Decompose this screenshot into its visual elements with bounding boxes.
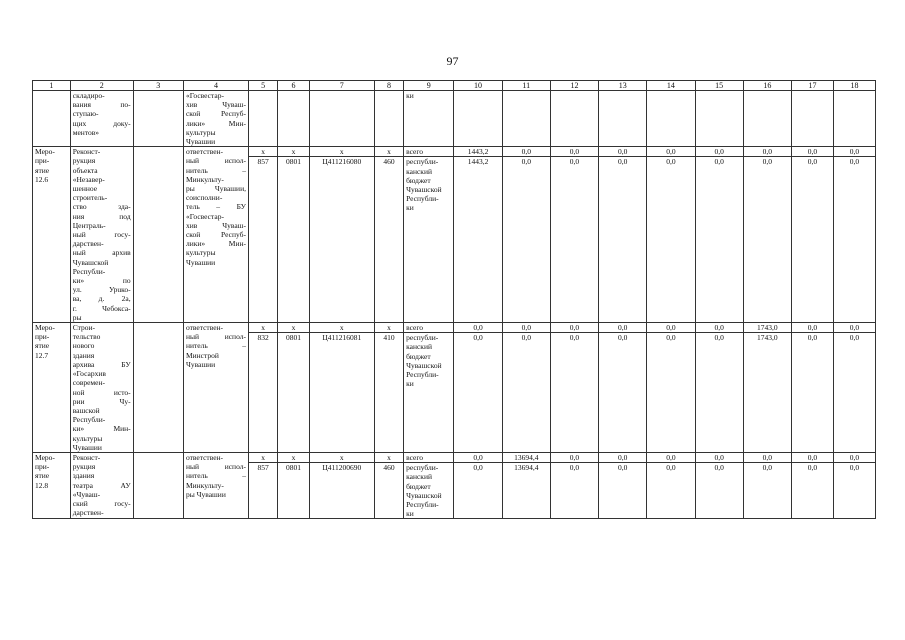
budget-value-10: 1443,2: [454, 157, 502, 323]
column-number-4: 4: [183, 81, 248, 91]
text-line: ки» Мин-: [72, 424, 131, 434]
measure-description: [70, 147, 133, 323]
column-number-2: 2: [70, 81, 133, 91]
text-line: ки: [406, 509, 414, 519]
text-line: ный испол-: [185, 156, 246, 166]
column-number-13: 13: [599, 81, 647, 91]
column-number-11: 11: [502, 81, 550, 91]
text-line: Реконст-: [72, 452, 101, 462]
text-line: Чувашии: [185, 257, 216, 267]
text-line: ки» по: [72, 276, 131, 286]
column-number-1: 1: [33, 81, 71, 91]
budget-value-11: 13694,4: [502, 463, 550, 519]
text-line: хив Чуваш-: [185, 100, 246, 110]
text-line: дарствен-: [72, 508, 104, 518]
column-number-17: 17: [791, 81, 833, 91]
text-line: Республи-: [406, 194, 439, 204]
measure-responsible: [183, 323, 248, 453]
text-line: Строи-: [72, 323, 96, 333]
budget-value-17: 0,0: [791, 333, 833, 453]
measure-description: [70, 323, 133, 453]
text-line: ры Чувашии: [185, 489, 226, 499]
total-value-11: 0,0: [502, 323, 550, 333]
text-line: Централь-: [72, 220, 106, 230]
text-line: театра АУ: [72, 480, 131, 490]
text-line: нитель –: [185, 341, 246, 351]
total-c5: x: [248, 323, 277, 333]
budget-value-15: 0,0: [695, 463, 743, 519]
text-line: Реконст-: [72, 147, 101, 157]
budget-value-10: 0,0: [454, 333, 502, 453]
text-line: республи-: [406, 333, 439, 343]
text-line: ский госу-: [72, 498, 131, 508]
column-number-14: 14: [647, 81, 695, 91]
column-number-row: [33, 81, 876, 91]
budget-value-10: 0,0: [454, 463, 502, 519]
budget-value-16: 0,0: [743, 463, 791, 519]
total-value-18: 0,0: [833, 323, 875, 333]
total-value-17: 0,0: [791, 147, 833, 157]
text-line: ятие: [35, 165, 50, 175]
budget-source: [404, 157, 454, 323]
text-line: ство зда-: [72, 202, 131, 212]
total-c6: x: [278, 323, 309, 333]
text-line: ной исто-: [72, 387, 131, 397]
text-line: «Госвестар-: [185, 211, 224, 221]
cont-col8: [374, 91, 403, 147]
text-line: ятие: [35, 471, 50, 481]
text-line: Республи-: [406, 499, 439, 509]
text-line: Чувашской: [406, 490, 442, 500]
measure-responsible: [183, 452, 248, 518]
budget-c6: 0801: [278, 463, 309, 519]
text-line: ный архив: [72, 248, 131, 258]
text-line: при-: [35, 332, 50, 342]
total-value-10: 1443,2: [454, 147, 502, 157]
text-line: при-: [35, 462, 50, 472]
text-line: соисполни-: [185, 193, 223, 203]
text-line: вашской: [72, 405, 100, 415]
measure-col3: [133, 452, 183, 518]
text-line: дарствен-: [72, 239, 104, 249]
budget-c8: 410: [374, 333, 403, 453]
text-line: бюджет: [406, 351, 431, 361]
column-number-18: 18: [833, 81, 875, 91]
text-line: рии Чу-: [72, 396, 131, 406]
total-value-16: 0,0: [743, 147, 791, 157]
budget-c7: Ц411200690: [309, 463, 374, 519]
cont-col3: [133, 91, 183, 147]
total-value-14: 0,0: [647, 452, 695, 462]
text-line: нитель –: [185, 471, 246, 481]
continuation-row: [33, 91, 876, 147]
text-line: здания: [72, 471, 95, 481]
text-line: хив Чуваш-: [185, 220, 246, 230]
total-source: всего: [404, 452, 454, 462]
text-line: Республи-: [72, 415, 106, 425]
total-c8: x: [374, 452, 403, 462]
text-line: вания по-: [72, 100, 131, 110]
text-line: культуры: [72, 433, 103, 443]
text-line: ния под: [72, 211, 131, 221]
text-line: Минстрой: [185, 350, 219, 360]
text-line: Чувашии: [185, 137, 216, 147]
budget-value-14: 0,0: [647, 333, 695, 453]
text-line: Меро-: [35, 452, 55, 462]
budget-value-12: 0,0: [550, 157, 598, 323]
budget-c5: 857: [248, 157, 277, 323]
column-number-9: 9: [404, 81, 454, 91]
total-value-11: 13694,4: [502, 452, 550, 462]
budget-c7: Ц411216080: [309, 157, 374, 323]
column-number-6: 6: [278, 81, 309, 91]
text-line: архива БУ: [72, 359, 131, 369]
budget-value-12: 0,0: [550, 463, 598, 519]
text-line: складиро-: [72, 91, 105, 100]
cont-col4: [183, 91, 248, 147]
text-line: ки: [406, 379, 414, 389]
column-number-16: 16: [743, 81, 791, 91]
text-line: «Чуваш-: [72, 489, 101, 499]
budget-source: [404, 463, 454, 519]
text-line: бюджет: [406, 175, 431, 185]
cont-col9: [404, 91, 454, 147]
text-line: «Госархив: [72, 369, 106, 379]
text-line: Республи-: [406, 370, 439, 380]
total-c8: x: [374, 147, 403, 157]
budget-c6: 0801: [278, 157, 309, 323]
text-line: ры Чувашии,: [185, 184, 246, 194]
total-value-13: 0,0: [599, 452, 647, 462]
cont-col5: [248, 91, 277, 147]
total-value-10: 0,0: [454, 323, 502, 333]
text-line: Минкульту-: [185, 174, 224, 184]
text-line: Чувашской: [406, 360, 442, 370]
text-line: Чувашии: [72, 442, 102, 452]
total-c8: x: [374, 323, 403, 333]
total-source: всего: [404, 323, 454, 333]
text-line: лики» Мин-: [185, 239, 246, 249]
text-line: культуры: [185, 248, 216, 258]
text-line: ятие: [35, 341, 50, 351]
budget-c7: Ц411216081: [309, 333, 374, 453]
text-line: ментов»: [72, 127, 100, 137]
measure-total-row: [33, 147, 876, 157]
column-number-5: 5: [248, 81, 277, 91]
text-line: ответствен-: [185, 452, 224, 462]
text-line: тельство: [72, 332, 101, 342]
budget-value-13: 0,0: [599, 157, 647, 323]
total-value-15: 0,0: [695, 147, 743, 157]
total-value-15: 0,0: [695, 452, 743, 462]
text-line: строитель-: [72, 193, 108, 203]
budget-value-15: 0,0: [695, 157, 743, 323]
text-line: ный испол-: [185, 332, 246, 342]
text-line: «Госвестар-: [185, 91, 224, 100]
budget-value-14: 0,0: [647, 463, 695, 519]
total-value-10: 0,0: [454, 452, 502, 462]
measure-name: [33, 452, 71, 518]
measure-name: [33, 147, 71, 323]
total-c5: x: [248, 452, 277, 462]
text-line: Республи-: [72, 266, 106, 276]
column-number-8: 8: [374, 81, 403, 91]
total-value-17: 0,0: [791, 452, 833, 462]
text-line: канский: [406, 342, 432, 352]
text-line: бюджет: [406, 481, 431, 491]
text-line: ской Респуб-: [185, 109, 246, 119]
total-source: всего: [404, 147, 454, 157]
text-line: ки: [406, 91, 414, 100]
budget-value-18: 0,0: [833, 333, 875, 453]
total-value-11: 0,0: [502, 147, 550, 157]
measure-description: [70, 452, 133, 518]
text-line: республи-: [406, 157, 439, 167]
text-line: 12.8: [35, 480, 49, 490]
measure-responsible: [183, 147, 248, 323]
total-value-15: 0,0: [695, 323, 743, 333]
total-value-12: 0,0: [550, 147, 598, 157]
total-value-14: 0,0: [647, 323, 695, 333]
total-c5: x: [248, 147, 277, 157]
budget-value-13: 0,0: [599, 463, 647, 519]
cont-col2: [70, 91, 133, 147]
text-line: культуры: [185, 127, 216, 137]
total-value-18: 0,0: [833, 452, 875, 462]
measure-col3: [133, 147, 183, 323]
text-line: «Незавер-: [72, 174, 105, 184]
budget-c5: 832: [248, 333, 277, 453]
budget-value-17: 0,0: [791, 463, 833, 519]
text-line: ответствен-: [185, 147, 224, 157]
text-line: при-: [35, 156, 50, 166]
text-line: шенное: [72, 184, 98, 194]
text-line: ответствен-: [185, 323, 224, 333]
text-line: ный испол-: [185, 462, 246, 472]
text-line: ступаю-: [72, 109, 99, 119]
total-value-17: 0,0: [791, 323, 833, 333]
text-line: тель – БУ: [185, 202, 246, 212]
text-line: ки: [406, 203, 414, 213]
text-line: рукция: [72, 156, 96, 166]
text-line: нитель –: [185, 165, 246, 175]
total-value-16: 0,0: [743, 452, 791, 462]
column-number-7: 7: [309, 81, 374, 91]
total-value-18: 0,0: [833, 147, 875, 157]
text-line: ской Респуб-: [185, 230, 246, 240]
cont-col7: [309, 91, 374, 147]
budget-value-18: 0,0: [833, 463, 875, 519]
text-line: 12.6: [35, 174, 49, 184]
text-line: современ-: [72, 378, 106, 388]
total-c7: x: [309, 323, 374, 333]
measure-name: [33, 323, 71, 453]
budget-value-11: 0,0: [502, 157, 550, 323]
budget-value-16: 0,0: [743, 157, 791, 323]
text-line: ва, д. 2а,: [72, 294, 131, 304]
text-line: Меро-: [35, 323, 55, 333]
text-line: Чувашии: [185, 359, 216, 369]
cont-col1: [33, 91, 71, 147]
text-line: нового: [72, 341, 95, 351]
text-line: здания: [72, 350, 95, 360]
text-line: щих доку-: [72, 118, 131, 128]
budget-c8: 460: [374, 157, 403, 323]
budget-value-11: 0,0: [502, 333, 550, 453]
total-value-12: 0,0: [550, 323, 598, 333]
text-line: Чувашской: [72, 257, 109, 267]
column-number-15: 15: [695, 81, 743, 91]
program-table: [32, 80, 876, 519]
text-line: лики» Мин-: [185, 118, 246, 128]
budget-c8: 460: [374, 463, 403, 519]
total-value-14: 0,0: [647, 147, 695, 157]
text-line: Минкульту-: [185, 480, 224, 490]
budget-c6: 0801: [278, 333, 309, 453]
text-line: объекта: [72, 165, 98, 175]
total-value-16: 1743,0: [743, 323, 791, 333]
column-number-12: 12: [550, 81, 598, 91]
measure-col3: [133, 323, 183, 453]
page-number: 97: [446, 54, 459, 68]
text-line: г. Чебокса-: [72, 303, 131, 313]
total-value-12: 0,0: [550, 452, 598, 462]
budget-value-13: 0,0: [599, 333, 647, 453]
column-number-10: 10: [454, 81, 502, 91]
budget-c5: 857: [248, 463, 277, 519]
column-number-3: 3: [133, 81, 183, 91]
text-line: ный госу-: [72, 230, 131, 240]
text-line: ул. Урuко-: [72, 285, 131, 295]
cont-col6: [278, 91, 309, 147]
budget-value-16: 1743,0: [743, 333, 791, 453]
budget-value-18: 0,0: [833, 157, 875, 323]
total-c6: x: [278, 147, 309, 157]
budget-value-17: 0,0: [791, 157, 833, 323]
budget-value-12: 0,0: [550, 333, 598, 453]
total-c6: x: [278, 452, 309, 462]
total-value-13: 0,0: [599, 323, 647, 333]
text-line: Меро-: [35, 147, 55, 157]
text-line: 12.7: [35, 350, 49, 360]
total-value-13: 0,0: [599, 147, 647, 157]
text-line: Чувашской: [406, 185, 442, 195]
budget-source: [404, 333, 454, 453]
text-line: республи-: [406, 463, 439, 473]
measure-total-row: [33, 323, 876, 333]
text-line: канский: [406, 472, 432, 482]
text-line: канский: [406, 166, 432, 176]
total-c7: x: [309, 147, 374, 157]
text-line: рукция: [72, 462, 96, 472]
budget-value-15: 0,0: [695, 333, 743, 453]
measure-total-row: [33, 452, 876, 462]
total-c7: x: [309, 452, 374, 462]
text-line: ры: [72, 312, 82, 322]
budget-value-14: 0,0: [647, 157, 695, 323]
